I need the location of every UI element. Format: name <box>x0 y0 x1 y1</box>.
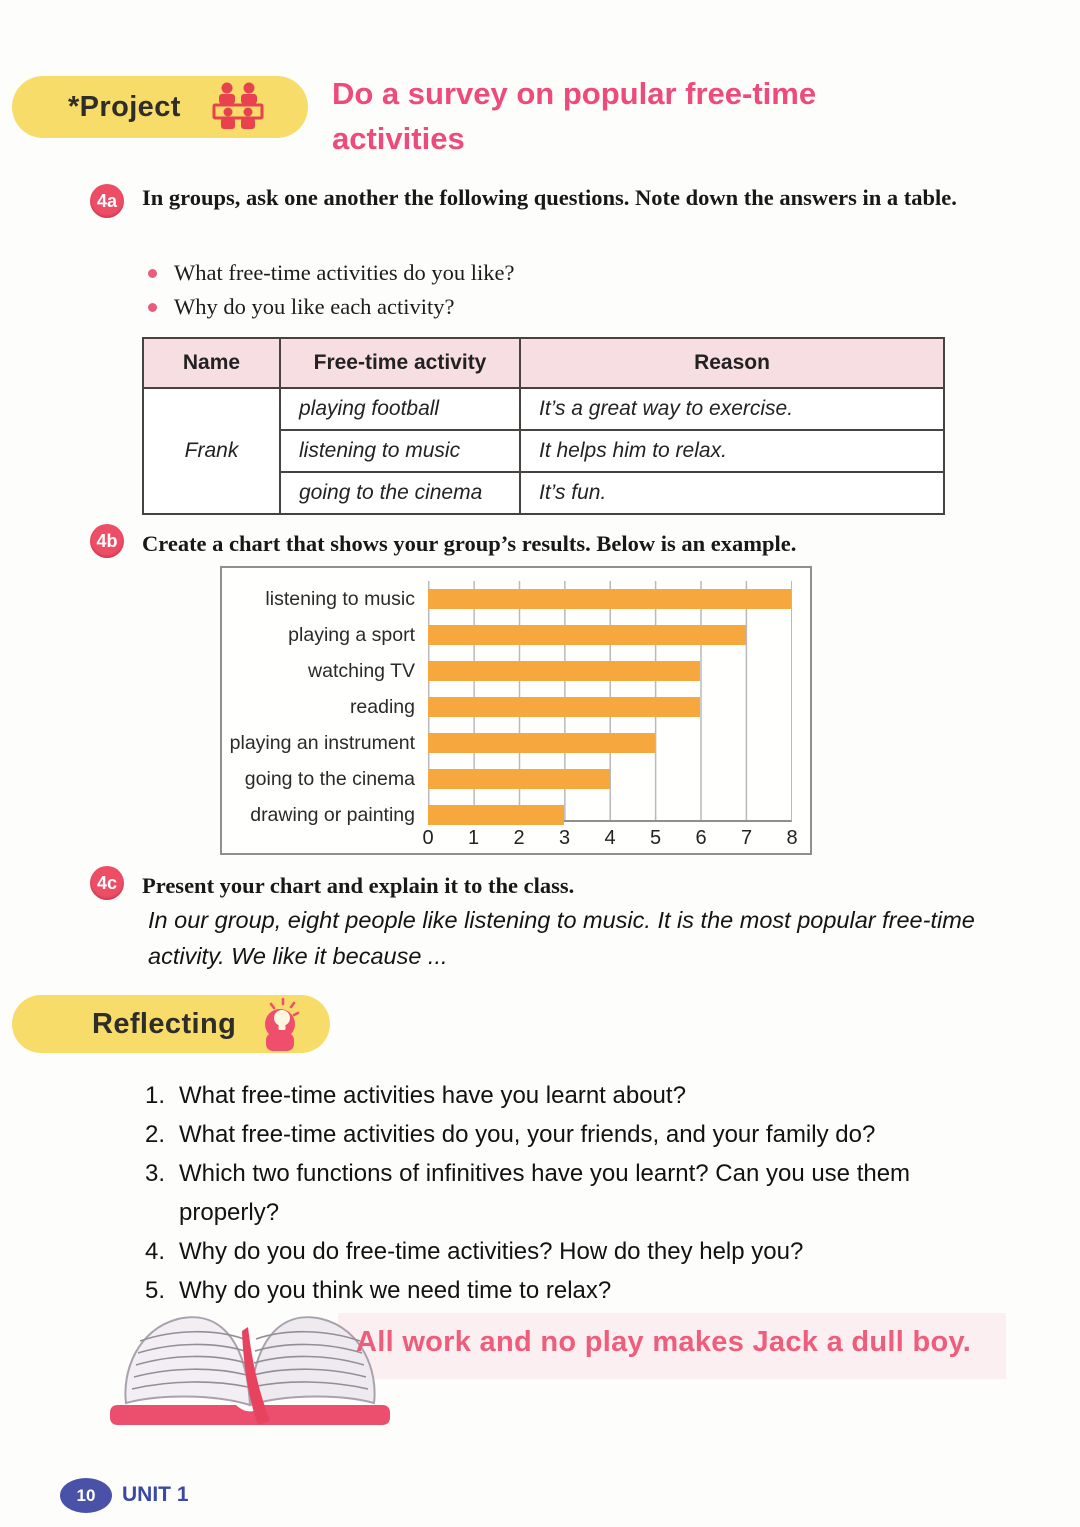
table-cell-name: Frank <box>143 388 280 514</box>
chart-bar <box>428 733 655 753</box>
question-item <box>145 1115 990 1154</box>
bullet-item <box>148 256 515 290</box>
project-tag-label: *Project <box>68 90 181 123</box>
bullet-text: Why do you like each activity? <box>174 294 455 319</box>
chart-body <box>222 568 810 853</box>
question-item <box>145 1076 990 1115</box>
table-cell-reason: It’s a great way to exercise. <box>520 388 944 430</box>
page-number: 10 <box>76 1485 96 1505</box>
example-speech-text: In our group, eight people like listening to music. It is the most popular free-time activity. We like it because ... <box>148 907 975 970</box>
column-header-activity: Free-time activity <box>280 338 520 388</box>
chart-bar <box>428 661 700 681</box>
open-book-icon <box>100 1293 400 1433</box>
chart-bar <box>428 769 610 789</box>
bullet-dot-icon <box>148 303 157 312</box>
section-4b-instruction: Create a chart that shows your group’s results. Below is an example. <box>142 531 797 556</box>
reflecting-pill <box>12 995 330 1053</box>
question-number: 4. <box>145 1238 166 1265</box>
question-text: Why do you do free-time activities? How do they help you? <box>179 1238 804 1265</box>
table-cell-activity: going to the cinema <box>280 472 520 514</box>
chart-bar <box>428 625 746 645</box>
axis-tick-label: 0 <box>422 826 434 849</box>
bar-chart <box>220 566 812 855</box>
page-number-badge <box>60 1478 112 1513</box>
question-number: 3. <box>145 1160 166 1187</box>
question-text: What free-time activities have you learnt about? <box>179 1082 686 1109</box>
axis-tick-label: 5 <box>649 826 662 849</box>
table-row <box>143 388 944 430</box>
axis-tick-label: 8 <box>786 826 798 849</box>
table-cell-activity: listening to music <box>280 430 520 472</box>
bullet-dot-icon <box>148 269 157 278</box>
table-cell-activity: playing football <box>280 388 520 430</box>
section-4c-instruction: Present your chart and explain it to the class. <box>142 873 575 898</box>
reflecting-question-list <box>145 1076 990 1310</box>
proverb-text: All work and no play makes Jack a dull boy. <box>356 1326 972 1358</box>
chart-category-labels <box>226 581 428 853</box>
section-4a-badge: 4a <box>90 184 124 218</box>
chart-category-label: playing a sport <box>288 623 415 646</box>
head-lightbulb-icon <box>260 997 304 1051</box>
axis-tick-label: 6 <box>695 826 707 849</box>
chart-category-label: watching TV <box>308 659 415 682</box>
axis-tick-label: 1 <box>467 826 480 849</box>
chart-x-axis <box>422 822 798 853</box>
question-item <box>145 1154 990 1232</box>
chart-category-label: listening to music <box>265 587 415 610</box>
bullet-item <box>148 290 515 324</box>
question-text: What free-time activities do you, your friends, and your family do? <box>179 1121 876 1148</box>
chart-category-label: drawing or painting <box>250 803 415 826</box>
section-4b-badge: 4b <box>90 524 124 558</box>
chart-category-label: playing an instrument <box>229 731 415 754</box>
question-text: Which two functions of infinitives have you learnt? Can you use them properly? <box>179 1160 911 1226</box>
table-cell-reason: It helps him to relax. <box>520 430 944 472</box>
chart-plot-area <box>428 581 792 822</box>
question-text: Why do you think we need time to relax? <box>179 1277 612 1304</box>
meeting-people-icon <box>207 81 269 133</box>
unit-label: UNIT 1 <box>122 1483 189 1506</box>
table-header-row <box>143 338 944 388</box>
question-number: 2. <box>145 1121 166 1148</box>
question-number: 5. <box>145 1277 166 1304</box>
project-tag-pill <box>12 76 308 138</box>
chart-bar <box>428 589 791 609</box>
column-header-reason: Reason <box>520 338 944 388</box>
axis-tick-label: 2 <box>513 826 525 849</box>
chart-bar <box>428 697 700 717</box>
question-item <box>145 1232 990 1271</box>
table-cell-reason: It’s fun. <box>520 472 944 514</box>
page-title: Do a survey on popular free-time activities <box>332 76 817 156</box>
axis-tick-label: 4 <box>604 826 616 849</box>
bullet-list <box>148 256 515 324</box>
chart-plot-side <box>422 581 798 853</box>
column-header-name: Name <box>143 338 280 388</box>
bullet-text: What free-time activities do you like? <box>174 260 515 285</box>
axis-tick-label: 7 <box>740 826 753 849</box>
survey-table <box>142 337 945 515</box>
axis-tick-label: 3 <box>558 826 571 849</box>
chart-category-label: reading <box>349 695 415 718</box>
section-4a-instruction: In groups, ask one another the following questions. Note down the answers in a table. <box>142 185 957 210</box>
chart-category-label: going to the cinema <box>244 767 415 790</box>
reflecting-label: Reflecting <box>92 1007 237 1040</box>
question-number: 1. <box>145 1082 166 1109</box>
section-4c-badge: 4c <box>90 866 124 900</box>
